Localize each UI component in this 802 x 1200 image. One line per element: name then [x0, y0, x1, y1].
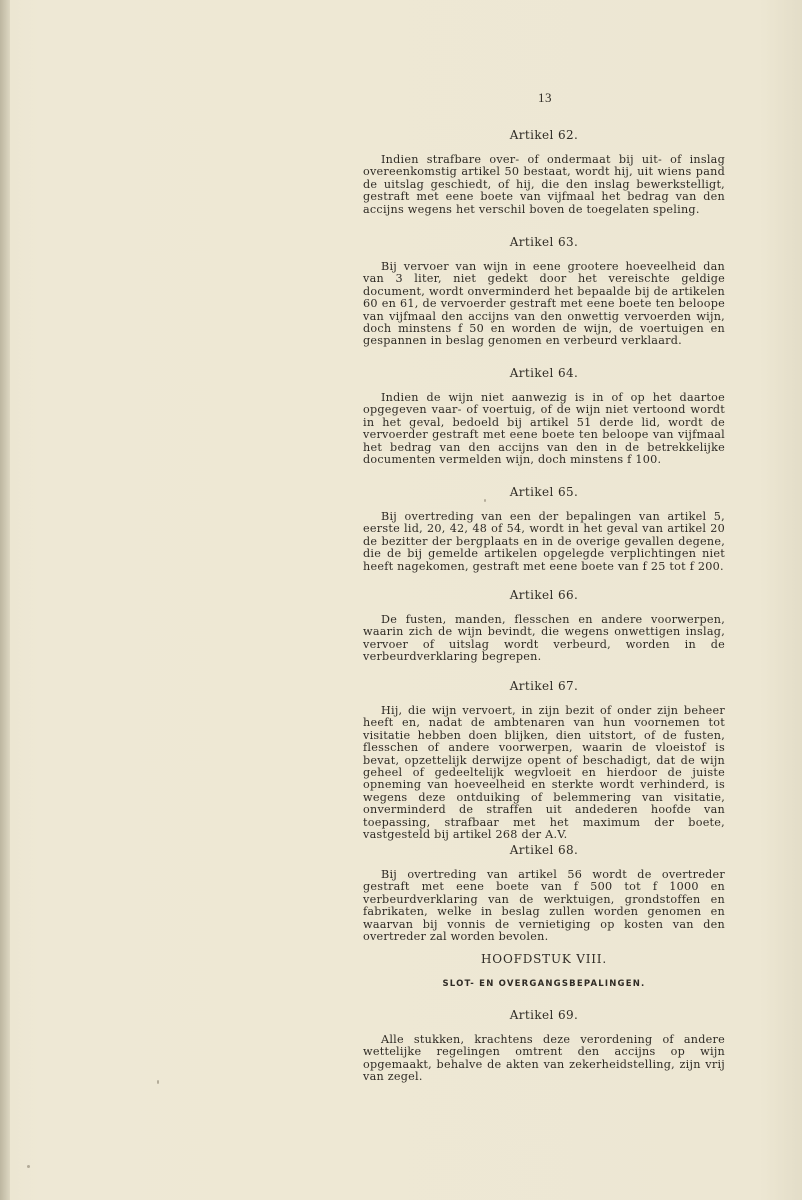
article-heading: Artikel 62. [509, 128, 579, 142]
article-text: Hij, die wijn vervoert, in zijn bezit of onder zijn beheer heeft en, nadat de ambtenaren van hun voornemen tot visitatie hebben doen blijken, dien uitstort, of de fusten, flesschen of andere voorwerpen, waarin de vloeistof is bevat, opzettelijk derwijze opent of beschadigt, dat de wijn geheel of gedeeltelijk wegvloeit en hierdoor de juiste opneming van hoeveelheid en sterkte wordt verhinderd, is wegens deze ontduiking of belemmering van visitatie, onverminderd de straffen uit andederen hoofde van toepassing, strafbaar met het maximum der boete, vastgesteld bij artikel 268 der A.V. [363, 704, 725, 842]
article-text: De fusten, manden, flesschen en andere voorwerpen, waarin zich de wijn bevindt, die wegens onwettigen inslag, vervoer of uitslag wordt verbeurd, worden in de verbeurdverklaring begrepen. [363, 613, 725, 664]
article-68 [363, 843, 725, 943]
article-62 [363, 128, 725, 216]
article-65 [363, 485, 725, 573]
article-text: Bij vervoer van wijn in eene grootere hoeveelheid dan van 3 liter, niet gedekt door het vereischte geldige document, wordt onverminderd het bepaalde bij de artikelen 60 en 61, de vervoerder gestraft met eene boete ten beloope van vijfmaal den accijns van den onwettig vervoerden wijn, doch minstens f 50 en worden de wijn, de voertuigen en gespannen in beslag genomen en verbeurd verklaard. [363, 260, 725, 348]
article-heading: Artikel 69. [509, 1008, 579, 1022]
chapter-header [363, 952, 725, 989]
article-63 [363, 235, 725, 348]
article-heading: Artikel 67. [509, 679, 579, 693]
article-heading: Artikel 66. [509, 588, 579, 602]
paper-speck [484, 499, 486, 502]
binding-edge [0, 0, 10, 1200]
article-64 [363, 366, 725, 466]
chapter-subtitle: SLOT- EN OVERGANGSBEPALINGEN. [442, 979, 646, 989]
chapter-title: HOOFDSTUK VIII. [481, 952, 607, 966]
article-66 [363, 588, 725, 664]
article-heading: Artikel 64. [509, 366, 579, 380]
paper-speck [157, 1080, 159, 1084]
article-69 [363, 1008, 725, 1084]
article-heading: Artikel 65. [509, 485, 579, 499]
article-text: Alle stukken, krachtens deze verordening of andere wettelijke regelingen omtrent den accijns op wijn opgemaakt, behalve de akten van zekerheidstelling, zijn vrij van zegel. [363, 1033, 725, 1084]
article-text: Indien de wijn niet aanwezig is in of op het daartoe opgegeven vaar- of voertuig, of de wijn niet vertoond wordt in het geval, bedoeld bij artikel 51 derde lid, wordt de vervoerder gestraft met eene boete ten beloope van vijfmaal het bedrag van den accijns van den in de betrekkelijke documenten vermelden wijn, doch minstens f 100. [363, 391, 725, 467]
article-text: Bij overtreding van een der bepalingen van artikel 5, eerste lid, 20, 42, 48 of 54, wordt in het geval van artikel 20 de bezitter der bergplaats en in de overige gevallen degene, die de bij gemelde artikelen opgelegde verplichtingen niet heeft nagekomen, gestraft met eene boete van f 25 tot f 200. [363, 510, 725, 573]
article-heading: Artikel 68. [509, 843, 579, 857]
article-67 [363, 679, 725, 841]
article-text: Indien strafbare over- of ondermaat bij uit- of inslag overeenkomstig artikel 50 bestaat, wordt hij, uit wiens pand de uitslag geschiedt, of hij, die den inslag bewerkstelligt, gestraft met eene boete van vijfmaal het bedrag van den accijns wegens het verschil boven de toegelaten speling. [363, 153, 725, 216]
page-number: 13 [538, 90, 552, 105]
article-heading: Artikel 63. [509, 235, 579, 249]
paper-speck [27, 1165, 30, 1168]
article-text: Bij overtreding van artikel 56 wordt de overtreder gestraft met eene boete van f 500 tot f 1000 en verbeurdverklaring van de werktuigen, grondstoffen en fabrikaten, welke in beslag zullen worden genomen en waarvan bij vonnis de vernietiging op kosten van den overtreder zal worden bevolen. [363, 868, 725, 944]
